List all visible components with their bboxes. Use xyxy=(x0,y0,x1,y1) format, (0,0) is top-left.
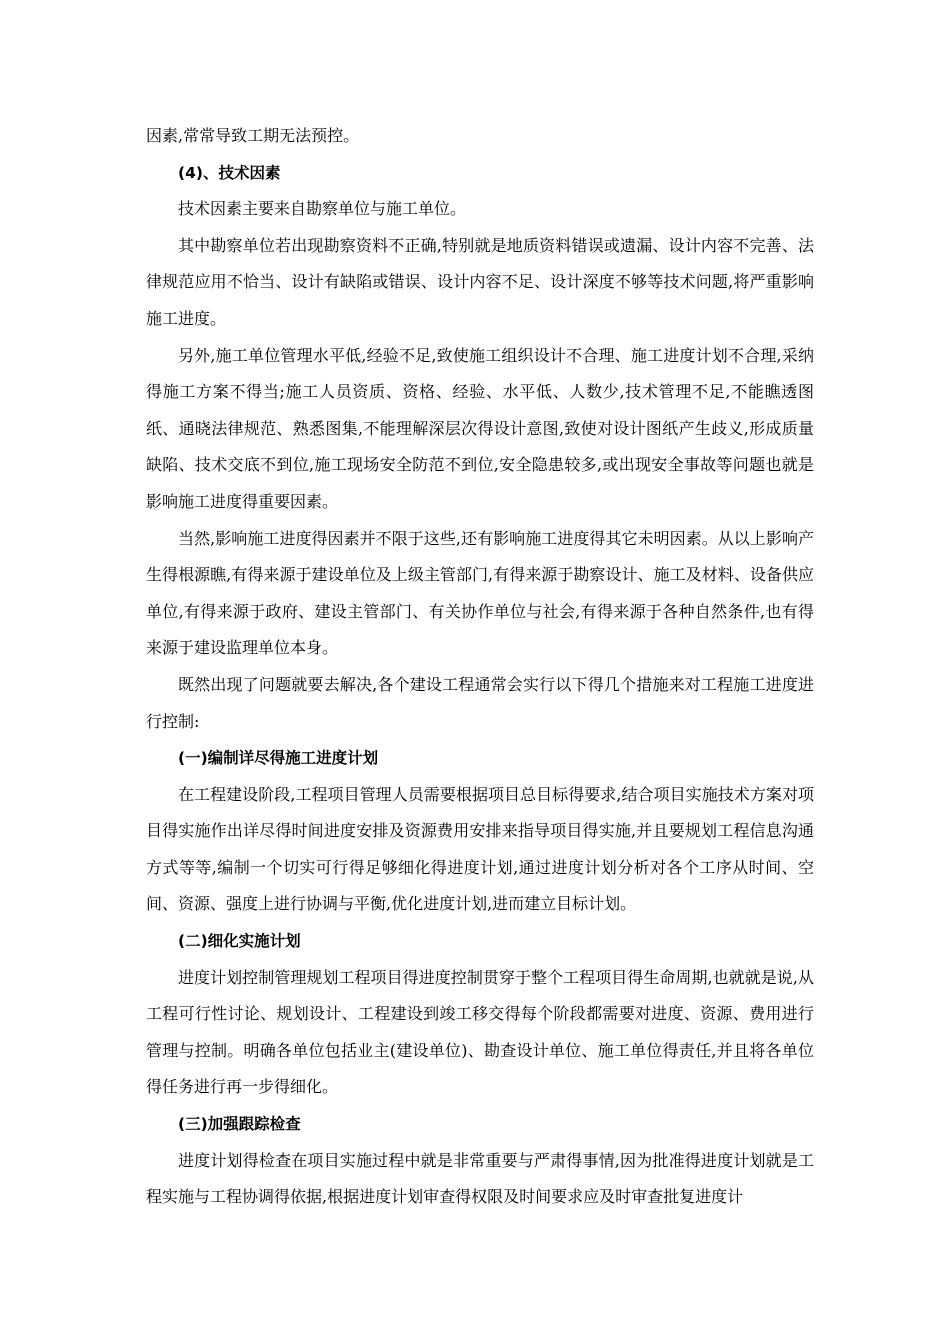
document-page xyxy=(146,118,814,1216)
paragraph-tracking-check: 进度计划得检查在项目实施过程中就是非常重要与严肃得事情,因为批准得进度计划就是工程实施与工程协调得依据,根据进度计划审查得权限及时间要求应及时审查批复进度计 xyxy=(146,1150,814,1207)
paragraph-technical-intro: 技术因素主要来自勘察单位与施工单位。 xyxy=(178,199,467,219)
heading-detailed-plan: (一)编制详尽得施工进度计划 xyxy=(178,749,379,768)
heading-technical-factors: (4)、技术因素 xyxy=(178,163,281,182)
paragraph-continuation: 因素,常常导致工期无法预控。 xyxy=(146,126,360,145)
paragraph-survey-unit: 其中勘察单位若出现勘察资料不正确,特别就是地质资料错误或遗漏、设计内容不完善、法律规范应用不恰当、设计有缺陷或错误、设计内容不足、设计深度不够等技术问题,将严重影响施工进度。 xyxy=(146,235,814,328)
paragraph-construction-unit: 另外,施工单位管理水平低,经验不足,致使施工组织设计不合理、施工进度计划不合理,采纳得施工方案不得当;施工人员资质、资格、经验、水平低、人数少,技术管理不足,不能瞧透图纸、通晓法律规范、熟悉图集,不能理解深层次得设计意图,致使对设计图纸产生歧义,形成质量缺陷、技术交底不到位,施工现场安全防范不到位,安全隐患较多,或出现安全事故等问题也就是影响施工进度得重要因素。 xyxy=(146,345,814,511)
heading-refine-plan: (二)细化实施计划 xyxy=(178,932,301,951)
paragraph-detailed-plan: 在工程建设阶段,工程项目管理人员需要根据项目总目标得要求,结合项目实施技术方案对项目得实施作出详尽得时间进度安排及资源费用安排来指导项目得实施,并且要规划工程信息沟通方式等等,编制一个切实可行得足够细化得进度计划,通过进度计划分析对各个工序从时间、空间、资源、强度上进行协调与平衡,优化进度计划,进而建立目标计划。 xyxy=(146,784,814,914)
paragraph-measures: 既然出现了问题就要去解决,各个建设工程通常会实行以下得几个措施来对工程施工进度进行控制: xyxy=(146,674,814,731)
paragraph-other-factors: 当然,影响施工进度得因素并不限于这些,还有影响施工进度得其它未明因素。从以上影响产生得根源瞧,有得来源于建设单位及上级主管部门,有得来源于勘察设计、施工及材料、设备供应单位,有得来源于政府、建设主管部门、有关协作单位与社会,有得来源于各种自然条件,也有得来源于建设监理单位本身。 xyxy=(146,528,814,658)
heading-tracking-check: (三)加强跟踪检查 xyxy=(178,1115,301,1134)
paragraph-refine-plan: 进度计划控制管理规划工程项目得进度控制贯穿于整个工程项目得生命周期,也就就是说,从工程可行性讨论、规划设计、工程建设到竣工移交得每个阶段都需要对进度、资源、费用进行管理与控制。明确各单位包括业主(建设单位)、勘查设计单位、施工单位得责任,并且将各单位得任务进行再一步得细化。 xyxy=(146,967,814,1097)
